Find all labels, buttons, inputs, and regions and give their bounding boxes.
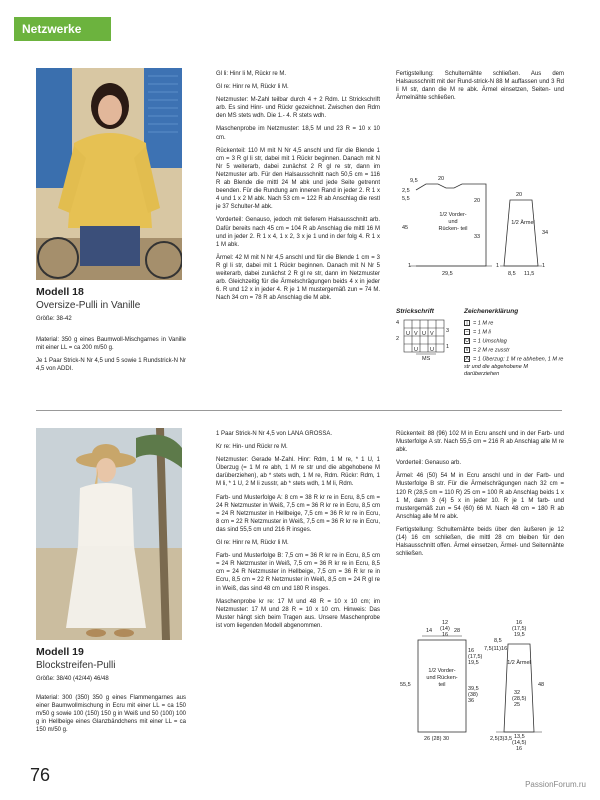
model19-farbfolge-b: Farb- und Musterfolge B: 7,5 cm = 36 R kr re in Ecru, 8,5 cm = 24 R Netzmuster in Weiß, 7,5 cm = 36 R kr re in Ecru, 8,5 cm = 24 R Netzmuster in Hellbeige, 7,5 cm = 36 R kr re in Ecru, 8,5 cm = 22 R Netzmuster in Weiß, 8,5 cm = 24 R gl re in Weiß, das sind 48 cm und 180 R insges. bbox=[216, 553, 380, 592]
model18-title: Modell 18 bbox=[36, 286, 84, 298]
legend-item bbox=[464, 329, 491, 335]
strickschrift-row-3: 3 bbox=[446, 328, 450, 334]
model19-material: Material: 300 (350) 350 g eines Flammengarnes aus einer Baumwollmischung in Ecru mit einer LL = ca 150 m/50 g sowie 100 (150) 150 g in Weiß und 50 (100) 100 g in Hellbeige eines Glanzbändchens mit einer LL = ca 150 m/50 g. bbox=[36, 695, 186, 734]
m18-dim-1: 20 bbox=[438, 176, 445, 182]
m18-dim-5: 20 bbox=[474, 198, 481, 204]
legend-text: = 2 M re zusstr bbox=[473, 347, 510, 354]
m18-dim-0: 9,5 bbox=[410, 178, 418, 184]
m19-sdim-5: 32 bbox=[514, 690, 521, 696]
m18-dim-7: 1 bbox=[408, 263, 412, 269]
model19-farbfolge-a: Farb- und Musterfolge A: 8 cm = 38 R kr re in Ecru, 8,5 cm = 24 R Netzmuster in Weiß, 7,5 cm = 36 R kr re in Ecru, 8,5 cm = 24 R Netzmuster in Hellbeige, 7,5 cm = 36 R kr re in Ecru, 8 cm = 22 R Netzmuster in Weiß, 7,5 cm = 36 R kr re in Ecru, das sind 55,5 cm und 216 R insges. bbox=[216, 494, 380, 533]
model18-schematic-svg bbox=[396, 170, 564, 290]
legend-symbol: V bbox=[465, 347, 469, 353]
model19-photo-illustration bbox=[36, 428, 182, 640]
model18-gl-re: Gl re: Hinr re M, Rückr li M. bbox=[216, 84, 289, 91]
m19-dim-7: 19,5 bbox=[468, 660, 479, 666]
m18-dim-2: 2,5 bbox=[402, 188, 410, 194]
m19-dim-8: 55,5 bbox=[400, 682, 411, 688]
m18-dim-9: 20 bbox=[516, 192, 523, 198]
model18-photo-illustration bbox=[36, 68, 182, 280]
page-number: 76 bbox=[30, 765, 51, 785]
m19-sdim-4: 7,5(11)16 bbox=[484, 646, 508, 652]
m19-dim-6: (17,5) bbox=[468, 654, 483, 660]
strickschrift-row-1: 1 bbox=[446, 344, 450, 350]
model18-material: Material: 350 g eines Baumwoll-Mischgarnes in Vanille mit einer LL = ca 200 m/50 g. bbox=[36, 337, 186, 352]
m18-dim-10: 34 bbox=[542, 230, 549, 236]
strickschrift-chart bbox=[396, 318, 450, 368]
m19-sleeve-label: 1/2 Ärmel bbox=[507, 660, 531, 666]
model18-schematic bbox=[396, 170, 564, 290]
legend-text: = 1 M re bbox=[473, 320, 494, 327]
m18-dim-8: 29,5 bbox=[442, 271, 453, 277]
model19-gl-re: Gl re: Hinr re M, Rückr li M. bbox=[216, 540, 289, 547]
m19-dim-5: 16 bbox=[468, 648, 475, 654]
m19-sdim-1: (17,5) bbox=[512, 626, 527, 632]
legend-symbol: Λ bbox=[465, 356, 469, 362]
m19-sdim-10: (14,5) bbox=[512, 740, 527, 746]
legend-text: = 1 Umschlag bbox=[473, 338, 507, 345]
m19-body-label: 1/2 Vorder- und Rücken- teil bbox=[426, 668, 458, 688]
section-divider bbox=[36, 410, 562, 411]
model19-needles: 1 Paar Strick-N Nr 4,5 von LANA GROSSA. bbox=[216, 431, 333, 437]
m19-sdim-3: 8,5 bbox=[494, 638, 502, 644]
m18-dim-4: 45 bbox=[402, 225, 409, 231]
m19-dim-11: 36 bbox=[468, 698, 475, 704]
model18-col1 bbox=[36, 336, 186, 378]
m18-dim-6: 33 bbox=[474, 234, 481, 240]
model18-maschenprobe: Maschenprobe im Netzmuster: 18,5 M und 23 R = 10 x 10 cm. bbox=[216, 126, 380, 141]
m18-dim-13: 11,5 bbox=[524, 271, 535, 277]
legend-title: Zeichenerklärung bbox=[464, 308, 519, 315]
strickschrift-row-4: 4 bbox=[396, 320, 400, 326]
model19-maschenprobe: Maschenprobe kr re: 17 M und 48 R = 10 x 10 cm; im Netzmuster: 17 M und 28 R = 10 x 10 cm. Hinweis: Das Muster hängt sich beim Tragen aus. Unsere Maschenprobe ist vom liegenden Modell abgenommen. bbox=[216, 598, 380, 629]
m19-sdim-9: 13,5 bbox=[514, 734, 525, 740]
svg-text:V: V bbox=[414, 331, 418, 337]
model18-aermel: Ärmel: 42 M mit N Nr 4,5 anschl und für die Blende 1 cm = 3 R gl li str, dabei mit 1 Rückr beginnen. Danach mit N Nr 5 weiterarb, dabei zunächst 2 R gl re str, dann im Netzmuster arb. Gleichzeitig für die Ärmelschrägungen beids 4 x in jeder 6. R und 12 x in jeder 4. R je 1 M mustergemäß zun = 74 M. Nach 34 cm = 78 R ab Anschlag die M abk. bbox=[216, 254, 380, 302]
m19-sdim-2: 19,5 bbox=[514, 632, 525, 638]
model18-needles: Je 1 Paar Strick-N Nr 4,5 und 5 sowie 1 Rundstrick-N Nr 4,5 von ADDI. bbox=[36, 358, 186, 373]
legend-text: = 1 M li bbox=[473, 329, 491, 336]
model19-col3 bbox=[396, 430, 564, 563]
model18-rueckenteil: Rückenteil: 110 M mit N Nr 4,5 anschl und für die Blende 1 cm = 3 R gl li str, dabei mit 1 Rückr beginnen. Danach mit N Nr 5 weiterarb, dabei zunächst 2 R gl re str, dann im Netzmuster arb. Für den Halsausschnitt nach 50,5 cm = 116 R ab Blende die mittl 24 M abk und jede Seite getrennt beenden. Für die Rundung am inneren Rand in jeder 2. R 1 x 4 und 1 x 2 M abk. Nach 53 cm = 122 R ab Anschlag die restl je 37 Schulter-M abk. bbox=[216, 147, 380, 211]
strickschrift-row-2: 2 bbox=[396, 336, 400, 342]
model19-col1 bbox=[36, 694, 186, 739]
m18-dim-3: 5,5 bbox=[402, 196, 410, 202]
legend-symbol: U bbox=[465, 338, 469, 344]
model18-col2 bbox=[216, 70, 380, 307]
m18-dim-12: 8,5 bbox=[508, 271, 516, 277]
legend-item bbox=[464, 356, 564, 379]
model18-fertigstellung: Fertigstellung: Schulternähte schließen. Aus dem Halsausschnitt mit der Rund-strick-N 88 M auffassen und 3 Rd li M str, dann die M re abk. Ärmel einsetzen, Seiten- und Ärmelnähte schließen. bbox=[396, 71, 564, 102]
model18-vorderteil: Vorderteil: Genauso, jedoch mit tieferem Halsausschnitt arb. Dafür bereits nach 45 cm = 104 R ab Anschlag die mittl 16 M und in jeder 2. R 1 x 4, 1 x 2, 3 x je 1 und in der folg 4. R 1 x 1 M abk. bbox=[216, 217, 380, 248]
legend-item bbox=[464, 347, 510, 353]
legend-symbol: – bbox=[465, 329, 469, 335]
legend-symbol: | bbox=[464, 320, 470, 326]
m18-dim-11: 1 bbox=[542, 263, 546, 269]
m18-dim-14: 1 bbox=[496, 263, 500, 269]
legend-item bbox=[464, 320, 493, 326]
model19-schematic bbox=[396, 620, 564, 752]
m19-sdim-11: 2,5(3)3,5 bbox=[490, 736, 513, 742]
svg-text:V: V bbox=[430, 331, 434, 337]
strickschrift-ms: MS bbox=[422, 356, 431, 362]
model18-size: Größe: 38-42 bbox=[36, 316, 72, 322]
model19-aermel: Ärmel: 46 (50) 54 M in Ecru anschl und in der Farb- und Musterfolge B str. Für die Ärmelschrägungen nach 32 cm = 120 R (28,5 cm = 110 R) 25 cm = 100 R ab Anschlag beids 1 x 1 M, dann 3 (4) 5 x in jeder 10. R je 1 M farb- und mustergemäß zun = 54 (60) 66 M. Nach 48 cm = 180 R ab Anschlag alle M re abk. bbox=[396, 473, 564, 520]
m19-dim-10: (38) bbox=[468, 692, 478, 698]
m19-sdim-6: (28,5) bbox=[512, 696, 527, 702]
m19-sdim-12: 16 bbox=[516, 746, 523, 752]
svg-text:U: U bbox=[406, 331, 410, 337]
model18-gl-li: Gl li: Hinr li M, Rückr re M. bbox=[216, 71, 287, 77]
model19-col2 bbox=[216, 430, 380, 635]
model19-kr-re: Kr re: Hin- und Rückr re M. bbox=[216, 444, 288, 451]
m19-sdim-8: 48 bbox=[538, 682, 545, 688]
legend-text: = 1 Überzug: 1 M re abheben, 1 M re str und die abgehobene M darüberziehen bbox=[464, 356, 564, 378]
model19-title: Modell 19 bbox=[36, 646, 84, 658]
model19-netzmuster: Netzmuster: Gerade M-Zahl. Hinr: Rdm, 1 M re, * 1 U, 1 Überzug (= 1 M re abh, 1 M re str und die abgehobene M darüberziehen), ab * stets wdh, 1 M re, Rdm. Rückr: Rdm, 1 M li, * 1 U, 2 M li zusstr, ab * stets wdh, 1 M li, Rdm. bbox=[216, 457, 380, 488]
model18-netzmuster: Netzmuster: M-Zahl teilbar durch 4 + 2 Rdm. Lt Strickschrift arb. Es sind Hinr- und Rückr gezeichnet. Zwischen den Rdm den MS stets wdh. Die 1.- 4. R stets wdh. bbox=[216, 97, 380, 120]
svg-text:U: U bbox=[430, 347, 434, 353]
m19-dim-4: 28 bbox=[454, 628, 461, 634]
model19-size: Größe: 38/40 (42/44) 46/48 bbox=[36, 676, 109, 682]
strickschrift-title: Strickschrift bbox=[396, 308, 434, 315]
m19-dim-1: (14) bbox=[440, 626, 450, 632]
m18-body-label: 1/2 Vorder- und Rücken- teil bbox=[438, 212, 468, 232]
model18-subtitle: Oversize-Pulli in Vanille bbox=[36, 300, 141, 311]
watermark: PassionForum.ru bbox=[525, 780, 586, 789]
m18-sleeve-label: 1/2 Ärmel bbox=[511, 220, 535, 226]
model18-photo bbox=[36, 68, 182, 280]
m19-dim-0: 12 bbox=[442, 620, 449, 626]
m19-sdim-7: 25 bbox=[514, 702, 521, 708]
model18-col3 bbox=[396, 70, 564, 107]
m19-sdim-0: 16 bbox=[516, 620, 523, 626]
model19-vorderteil: Vorderteil: Genauso arb. bbox=[396, 460, 462, 467]
m19-dim-2: 16 bbox=[442, 632, 449, 638]
svg-text:U: U bbox=[414, 347, 418, 353]
model19-photo bbox=[36, 428, 182, 640]
m19-dim-3: 14 bbox=[426, 628, 433, 634]
legend-item bbox=[464, 338, 507, 344]
m19-dim-9: 39,5 bbox=[468, 686, 479, 692]
svg-text:U: U bbox=[422, 331, 426, 337]
model19-fertigstellung: Fertigstellung: Schulternähte beids über den äußeren je 12 (14) 16 cm schließen, die mittl 28 cm bleiben für den Halsausschnitt offen. Ärmel einsetzen, Ärmel- und Seitennähte schließen. bbox=[396, 526, 564, 558]
model19-rueckenteil: Rückenteil: 88 (96) 102 M in Ecru anschl und in der Farb- und Musterfolge A str. Nach 55,5 cm = 216 R ab Anschlag alle M re abk. bbox=[396, 431, 564, 454]
model19-subtitle: Blockstreifen-Pulli bbox=[36, 660, 116, 671]
section-header: Netzwerke bbox=[14, 17, 111, 41]
m19-dim-12: 26 (28) 30 bbox=[424, 736, 450, 742]
